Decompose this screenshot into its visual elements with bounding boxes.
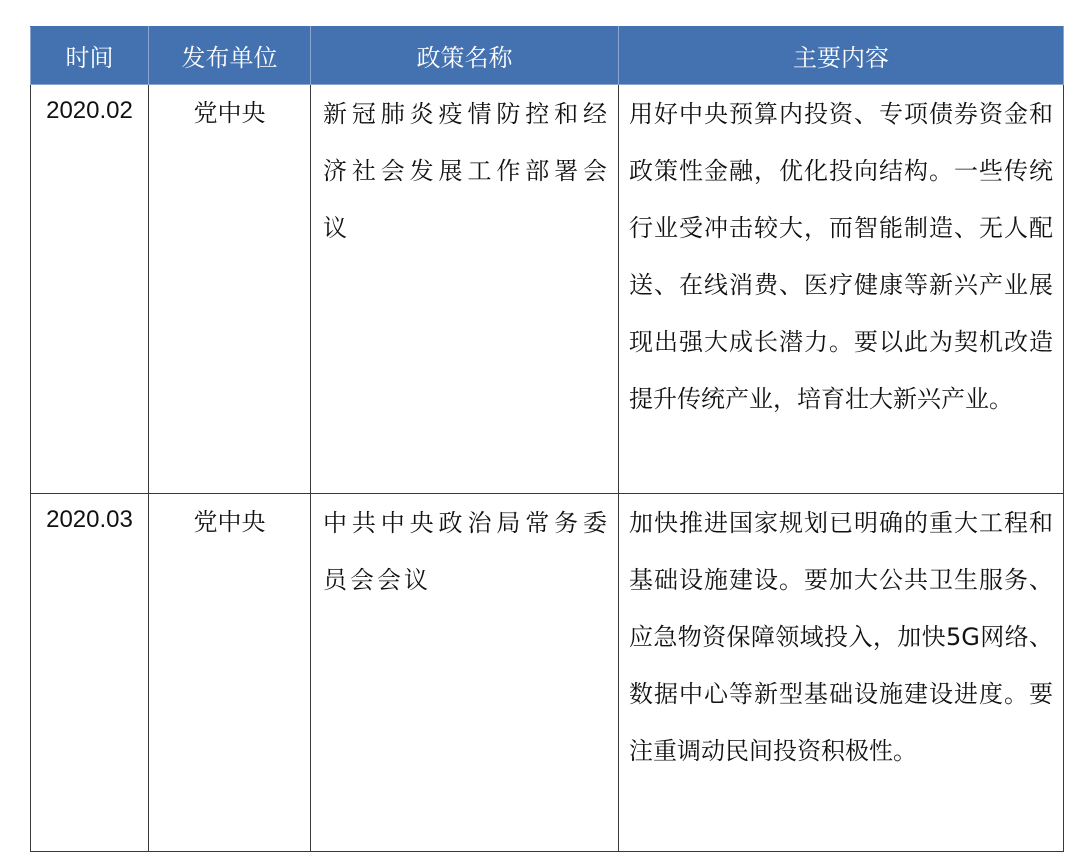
cell-policy-name: 中共中央政治局常务委员会会议	[311, 494, 619, 852]
cell-unit: 党中央	[149, 494, 311, 852]
cell-main-content: 加快推进国家规划已明确的重大工程和基础设施建设。要加大公共卫生服务、应急物资保障领域投入，加快5G网络、数据中心等新型基础设施建设进度。要注重调动民间投资积极性。	[619, 494, 1064, 852]
cell-main-content: 用好中央预算内投资、专项债券资金和政策性金融，优化投向结构。一些传统行业受冲击较大，而智能制造、无人配送、在线消费、医疗健康等新兴产业展现出强大成长潜力。要以此为契机改造提升传统产业，培育壮大新兴产业。	[619, 85, 1064, 494]
cell-policy-name: 新冠肺炎疫情防控和经济社会发展工作部署会议	[311, 85, 619, 494]
header-main-content: 主要内容	[619, 27, 1064, 85]
table-header-row	[31, 27, 1064, 85]
cell-unit: 党中央	[149, 85, 311, 494]
table-row	[31, 494, 1064, 852]
header-unit: 发布单位	[149, 27, 311, 85]
header-policy-name: 政策名称	[311, 27, 619, 85]
header-time: 时间	[31, 27, 149, 85]
policy-table	[30, 26, 1064, 852]
table-row	[31, 85, 1064, 494]
cell-time: 2020.02	[31, 85, 149, 494]
cell-time: 2020.03	[31, 494, 149, 852]
